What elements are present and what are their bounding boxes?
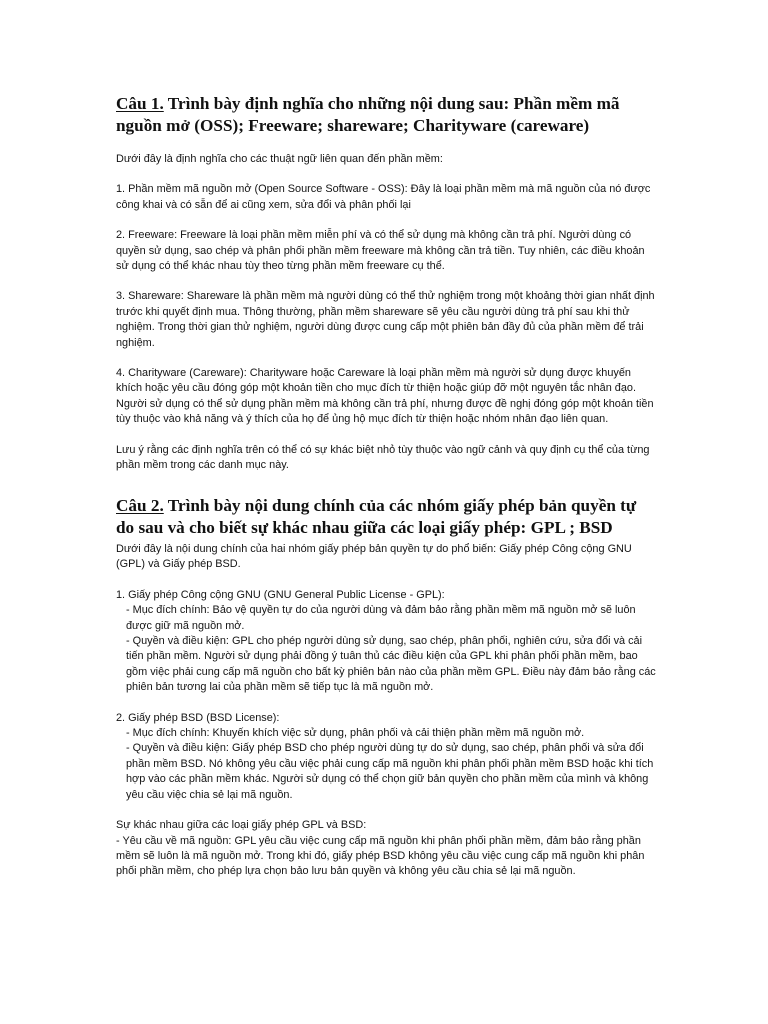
question-1-section <box>116 93 656 474</box>
question-2-intro: Dưới đây là nội dung chính của hai nhóm giấy phép bản quyền tự do phổ biến: Giấy phép Công cộng GNU (GPL) và Giấy phép BSD. <box>116 543 632 571</box>
definition-charityware: 4. Charityware (Careware): Charityware hoặc Careware là loại phần mềm mà người sử dụng được khuyến khích hoặc yêu cầu đóng góp một khoản tiền cho mục đích từ thiện hoặc giúp đỡ một nguyên tắc nhân đạo. Người sử dụng có thể sử dụng phần mềm mà không cần trả phí, nhưng được đề nghị đóng góp một khoản tiền tùy thuộc vào khả năng và ý thích của họ để ủng hộ mục đích từ thiện hoặc nhóm nhân đạo liên quan. <box>116 367 654 426</box>
gpl-heading: 1. Giấy phép Công cộng GNU (GNU General Public License - GPL): <box>116 588 445 601</box>
gpl-purpose: - Mục đích chính: Bảo vệ quyền tự do của người dùng và đảm bảo rằng phần mềm mã nguồn mở sẽ luôn được giữ mã nguồn mở. <box>126 604 636 632</box>
bsd-purpose: - Mục đích chính: Khuyến khích việc sử dụng, phân phối và cải thiện phần mềm mã nguồn mở. <box>126 727 585 740</box>
question-1-intro: Dưới đây là định nghĩa cho các thuật ngữ liên quan đến phần mềm: <box>116 153 443 165</box>
definition-oss: 1. Phần mềm mã nguồn mở (Open Source Software - OSS): Đây là loại phần mềm mà mã nguồn của nó được công khai và có sẵn để ai cũng xem, sửa đổi và phân phối lại <box>116 183 651 211</box>
definition-freeware: 2. Freeware: Freeware là loại phần mềm miễn phí và có thể sử dụng mà không cần trả phí. Người dùng có quyền sử dụng, sao chép và phân phối phần mềm freeware mà không cần trả tiền. Tuy nhiên, các điều khoản sử dụng có thể khác nhau tùy theo từng phần mềm freeware cụ thể. <box>116 229 645 273</box>
question-1-title: Trình bày định nghĩa cho những nội dung sau: Phần mềm mã nguồn mở (OSS); Freeware; shareware; Charityware (careware) <box>116 94 620 135</box>
question-1-number: Câu 1. <box>116 94 164 113</box>
bsd-rights: - Quyền và điều kiện: Giấy phép BSD cho phép người dùng tự do sử dụng, sao chép, phân phối và sửa đổi phần mềm BSD. Nó không yêu cầu việc phải cung cấp mã nguồn khi phân phối phần mềm BSD hoặc khi tích hợp vào các phần mềm khác. Người sử dụng có thể chọn giữ bản quyền cho phần mềm của mình và không yêu cầu việc chia sẻ lại mã nguồn. <box>126 742 654 801</box>
difference-source-code: - Yêu cầu về mã nguồn: GPL yêu cầu việc cung cấp mã nguồn khi phân phối phần mềm, đảm bảo rằng phần mềm sẽ luôn là mã nguồn mở. Trong khi đó, giấy phép BSD không yêu cầu việc cung cấp mã nguồn khi phân phối phần mềm, cho phép lựa chọn bảo lưu bản quyền và không yêu cầu chia sẻ lại mã nguồn. <box>116 834 645 878</box>
gpl-rights: - Quyền và điều kiện: GPL cho phép người dùng sử dụng, sao chép, phân phối, nghiên cứu, sửa đổi và cải tiến phần mềm. Người sử dụng phải đồng ý tuân thủ các điều kiện của GPL khi phân phối phần mềm, bao gồm việc phải cung cấp mã nguồn cho bất kỳ phiên bản nào của phần mềm GPL. Điều này đảm bảo rằng các phiên bản tương lai của phần mềm sẽ tiếp tục là mã nguồn mở. <box>126 635 656 694</box>
difference-heading: Sự khác nhau giữa các loại giấy phép GPL và BSD: <box>116 819 367 832</box>
gpl-license-block <box>116 588 656 696</box>
question-2-title: Trình bày nội dung chính của các nhóm giấy phép bản quyền tự do sau và cho biết sự khác nhau giữa các loại giấy phép: GPL ; BSD <box>116 496 637 537</box>
bsd-license-block <box>116 711 656 803</box>
definition-shareware: 3. Shareware: Shareware là phần mềm mà người dùng có thể thử nghiệm trong một khoảng thời gian nhất định trước khi quyết định mua. Thông thường, phần mềm shareware sẽ yêu cầu người dùng trả phí sau khi thử nghiệm. Trong thời gian thử nghiệm, người dùng được cung cấp một phiên bản đầy đủ của phần mềm để trải nghiệm. <box>116 290 655 349</box>
question-2-section <box>116 495 656 880</box>
question-2-number: Câu 2. <box>116 496 164 515</box>
question-1-note: Lưu ý rằng các định nghĩa trên có thể có sự khác biệt nhỏ tùy thuộc vào ngữ cảnh và quy định cụ thể của từng phần mềm trong các danh mục này. <box>116 443 650 472</box>
question-1-heading <box>116 93 656 137</box>
difference-block <box>116 818 656 880</box>
question-2-heading <box>116 495 656 539</box>
bsd-heading: 2. Giấy phép BSD (BSD License): <box>116 711 280 724</box>
